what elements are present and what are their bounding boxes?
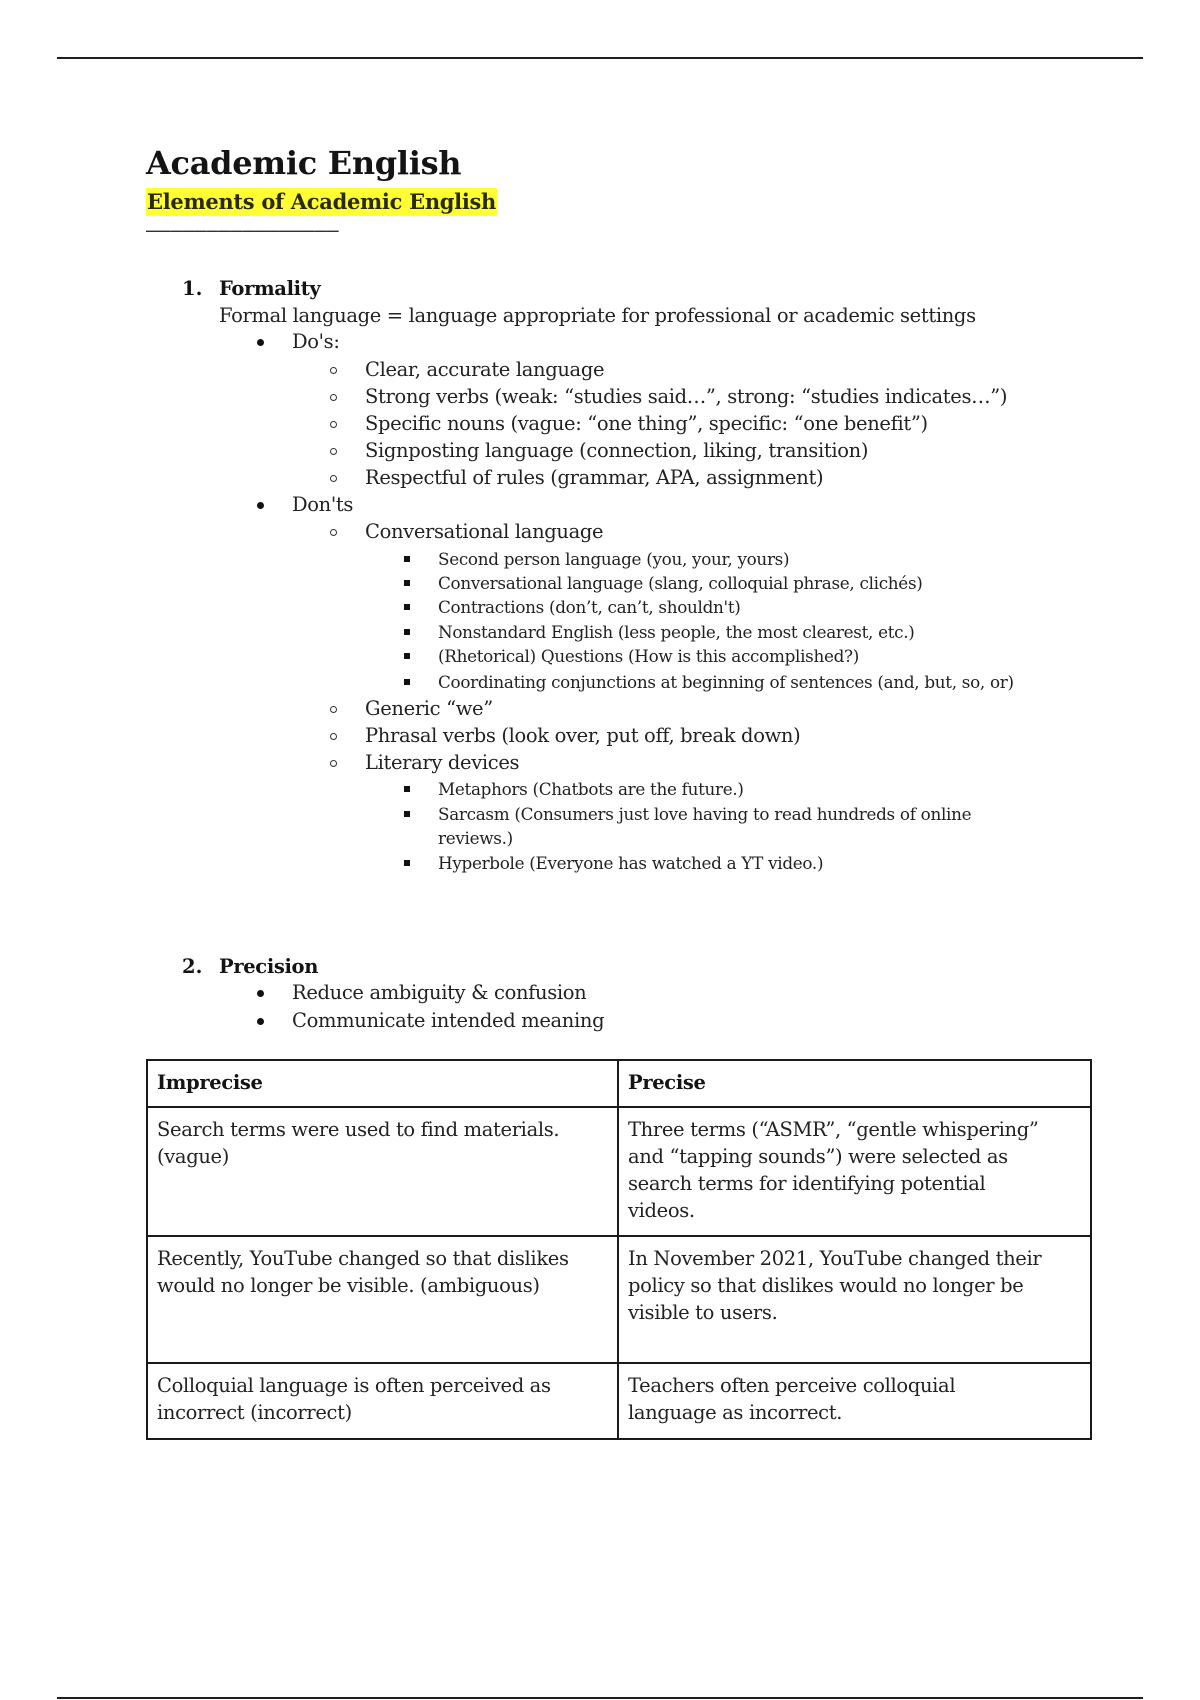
- bullet-circle-icon: [330, 529, 337, 536]
- section-heading: Formality: [219, 277, 321, 300]
- table-row: [147, 1236, 1091, 1363]
- cell-imprecise: [147, 1363, 618, 1439]
- bullet-disc-icon: [257, 1018, 264, 1025]
- bullet-circle-icon: [330, 421, 337, 428]
- group-label-donts: Don'ts: [292, 493, 354, 516]
- separator-dashes: ————————————————: [146, 218, 339, 242]
- cell-precise: [618, 1363, 1091, 1439]
- cell-line: Recently, YouTube changed so that dislikes: [157, 1247, 569, 1270]
- bullet-circle-icon: [330, 760, 337, 767]
- bullet-square-icon: [404, 556, 410, 562]
- list-item: Strong verbs (weak: “studies said…”, strong: “studies indicates…”): [365, 385, 1008, 408]
- cell-line: Teachers often perceive colloquial: [628, 1374, 956, 1397]
- document-title: Academic English: [146, 144, 462, 182]
- document-subtitle-highlighted: Elements of Academic English: [147, 189, 497, 214]
- bullet-disc-icon: [257, 502, 264, 509]
- bullet-square-icon: [404, 679, 410, 685]
- section-definition: Formal language = language appropriate for professional or academic settings: [219, 304, 976, 327]
- cell-line: visible to users.: [628, 1301, 778, 1324]
- cell-line: Colloquial language is often perceived as: [157, 1374, 551, 1397]
- bullet-square-icon: [404, 653, 410, 659]
- cell-line: In November 2021, YouTube changed their: [628, 1247, 1042, 1270]
- table-header-row: [147, 1060, 1091, 1107]
- list-item: Literary devices: [365, 751, 520, 774]
- list-subitem: Nonstandard English (less people, the most clearest, etc.): [438, 622, 915, 642]
- cell-precise: [618, 1236, 1091, 1363]
- column-header-imprecise: Imprecise: [147, 1060, 618, 1107]
- bullet-circle-icon: [330, 367, 337, 374]
- section-number: 2.: [182, 955, 203, 978]
- bullet-disc-icon: [257, 339, 264, 346]
- table-row: [147, 1363, 1091, 1439]
- table-row: [147, 1107, 1091, 1236]
- list-item: Generic “we”: [365, 697, 493, 720]
- list-item: Respectful of rules (grammar, APA, assignment): [365, 466, 824, 489]
- list-item: Conversational language: [365, 520, 604, 543]
- bullet-square-icon: [404, 580, 410, 586]
- list-subitem: Second person language (you, your, yours): [438, 549, 790, 569]
- list-item: Reduce ambiguity & confusion: [292, 981, 587, 1004]
- list-item: Signposting language (connection, liking, transition): [365, 439, 869, 462]
- cell-line: language as incorrect.: [628, 1401, 843, 1424]
- bullet-circle-icon: [330, 706, 337, 713]
- imprecise-vs-precise-table: [146, 1059, 1092, 1440]
- list-subitem: Hyperbole (Everyone has watched a YT video.): [438, 853, 824, 873]
- cell-imprecise: [147, 1107, 618, 1236]
- cell-line: policy so that dislikes would no longer be: [628, 1274, 1024, 1297]
- list-subitem: Contractions (don’t, can’t, shouldn't): [438, 597, 741, 617]
- list-item: Communicate intended meaning: [292, 1009, 605, 1032]
- cell-line: search terms for identifying potential: [628, 1172, 986, 1195]
- list-subitem-continuation: reviews.): [438, 828, 513, 848]
- bullet-circle-icon: [330, 733, 337, 740]
- bullet-circle-icon: [330, 448, 337, 455]
- bullet-circle-icon: [330, 394, 337, 401]
- list-subitem: Conversational language (slang, colloquial phrase, clichés): [438, 573, 923, 593]
- bullet-square-icon: [404, 604, 410, 610]
- list-subitem: Coordinating conjunctions at beginning of sentences (and, but, so, or): [438, 672, 1014, 692]
- cell-line: and “tapping sounds”) were selected as: [628, 1145, 1008, 1168]
- column-header-precise: Precise: [618, 1060, 1091, 1107]
- bullet-square-icon: [404, 629, 410, 635]
- section-number: 1.: [182, 277, 203, 300]
- cell-line: (vague): [157, 1145, 229, 1168]
- cell-line: incorrect (incorrect): [157, 1401, 352, 1424]
- cell-line: Three terms (“ASMR”, “gentle whispering”: [628, 1118, 1039, 1141]
- list-item: Clear, accurate language: [365, 358, 605, 381]
- bullet-circle-icon: [330, 475, 337, 482]
- bullet-square-icon: [404, 811, 410, 817]
- group-label-dos: Do's:: [292, 330, 340, 353]
- bullet-square-icon: [404, 860, 410, 866]
- list-item: Phrasal verbs (look over, put off, break down): [365, 724, 801, 747]
- bullet-square-icon: [404, 786, 410, 792]
- list-subitem: (Rhetorical) Questions (How is this accomplished?): [438, 646, 859, 666]
- header-rule: [57, 57, 1143, 59]
- list-subitem: Metaphors (Chatbots are the future.): [438, 779, 744, 799]
- list-item: Specific nouns (vague: “one thing”, specific: “one benefit”): [365, 412, 928, 435]
- cell-imprecise: [147, 1236, 618, 1363]
- footer-rule: [57, 1697, 1143, 1699]
- cell-line: videos.: [628, 1199, 695, 1222]
- bullet-disc-icon: [257, 990, 264, 997]
- cell-line: Search terms were used to find materials.: [157, 1118, 560, 1141]
- section-heading: Precision: [219, 955, 319, 978]
- cell-precise: [618, 1107, 1091, 1236]
- cell-line: would no longer be visible. (ambiguous): [157, 1274, 540, 1297]
- list-subitem: Sarcasm (Consumers just love having to read hundreds of online: [438, 804, 972, 824]
